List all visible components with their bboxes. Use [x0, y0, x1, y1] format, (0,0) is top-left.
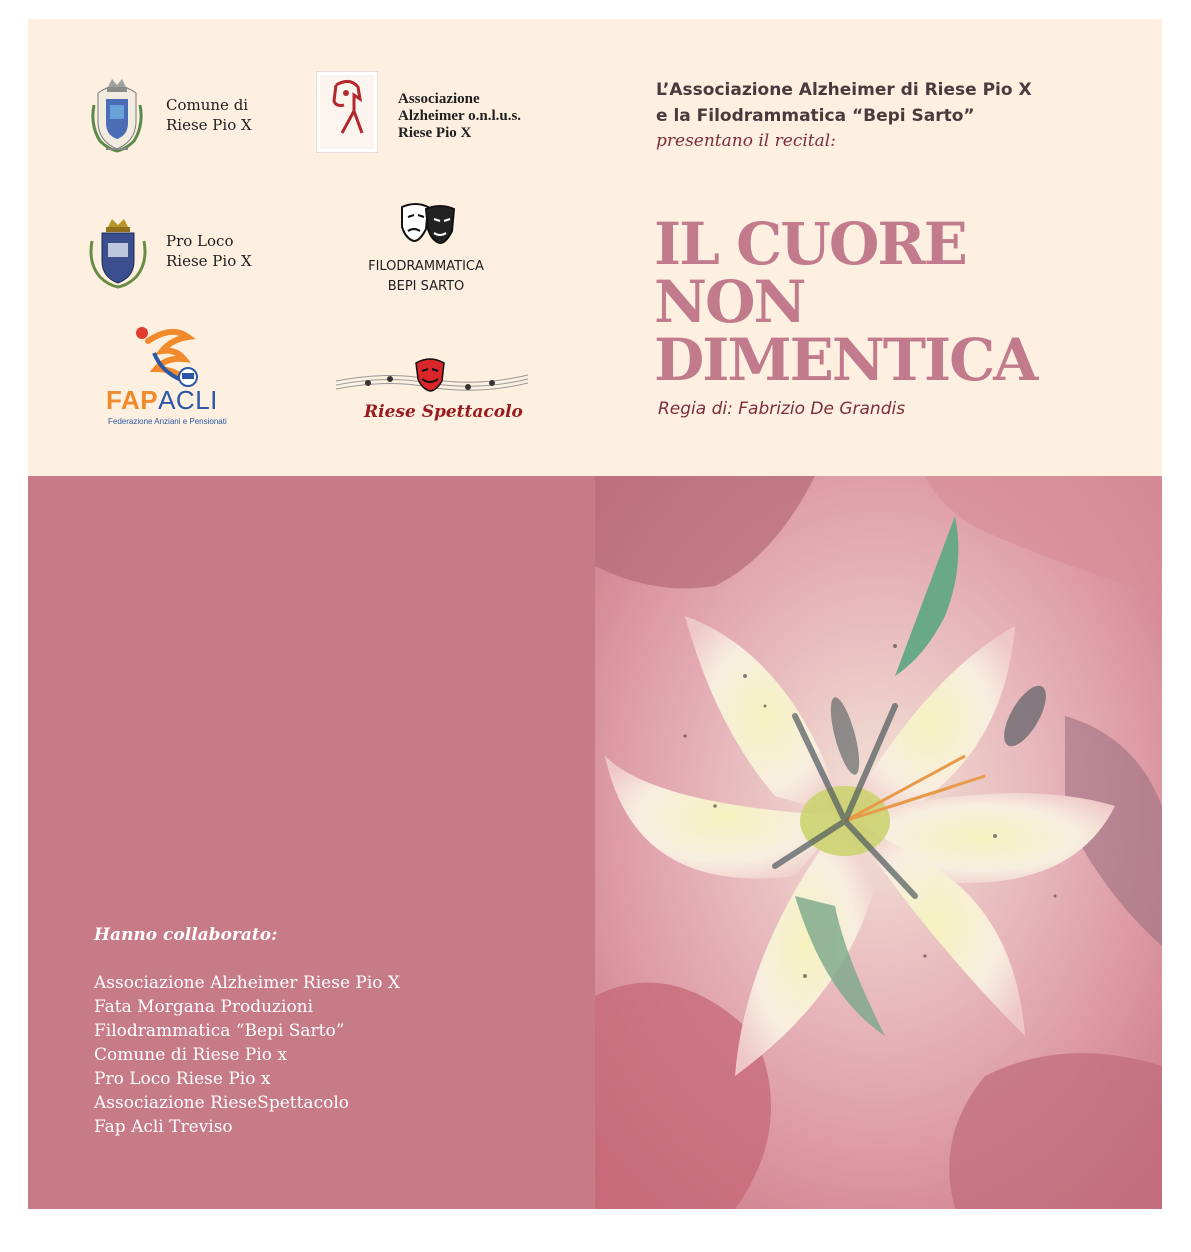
list-item: Associazione Alzheimer Riese Pio X: [94, 973, 401, 993]
presenters-line-2: e la Filodrammatica “Bepi Sarto”: [656, 106, 975, 126]
director-credit: Regia di: Fabrizio De Grandis: [658, 399, 906, 419]
list-item: Associazione RieseSpettacolo: [94, 1093, 349, 1113]
list-item: Comune di Riese Pio x: [94, 1045, 288, 1065]
header-band: [28, 19, 1162, 476]
comune-label: Comune di Riese Pio X: [166, 96, 252, 134]
comune-crest-icon: [86, 75, 148, 155]
presenters: [656, 77, 1032, 129]
title-line-1: IL CUORE: [654, 210, 966, 278]
list-item: Fata Morgana Produzioni: [94, 997, 314, 1017]
filodrammatica-label: FILODRAMMATICA BEPI SARTO: [368, 259, 484, 294]
proloco-label: Pro Loco Riese Pio X: [166, 232, 252, 270]
credits-title: Hanno collaborato:: [94, 925, 278, 945]
brochure-sheet: [28, 19, 1162, 1209]
page-title: [654, 210, 1037, 394]
intro-text: presentano il recital:: [656, 131, 836, 151]
fap-acli-subtitle: Federazione Anziani e Pensionati: [108, 417, 227, 426]
alzheimer-label: Associazione Alzheimer o.n.l.u.s. Riese Pio X: [398, 91, 522, 141]
presenters-line-1: L’Associazione Alzheimer di Riese Pio X: [656, 80, 1032, 100]
list-item: Fap Acli Treviso: [94, 1117, 233, 1137]
fap-acli-wordmark: FAPACLI: [106, 385, 218, 415]
title-line-2: NON: [654, 268, 805, 336]
watercolor-flower-icon: [595, 476, 1162, 1209]
mask-music-icon: [328, 353, 534, 429]
riese-spettacolo-label: Riese Spettacolo: [364, 402, 523, 422]
credits-list: [94, 971, 400, 1139]
alzheimer-logo-icon: [316, 71, 378, 157]
list-item: Filodrammatica “Bepi Sarto”: [94, 1021, 345, 1041]
proloco-crest-icon: [86, 217, 150, 291]
theatre-masks-icon: [396, 201, 460, 251]
list-item: Pro Loco Riese Pio x: [94, 1069, 271, 1089]
title-line-3: DIMENTICA: [654, 326, 1037, 394]
